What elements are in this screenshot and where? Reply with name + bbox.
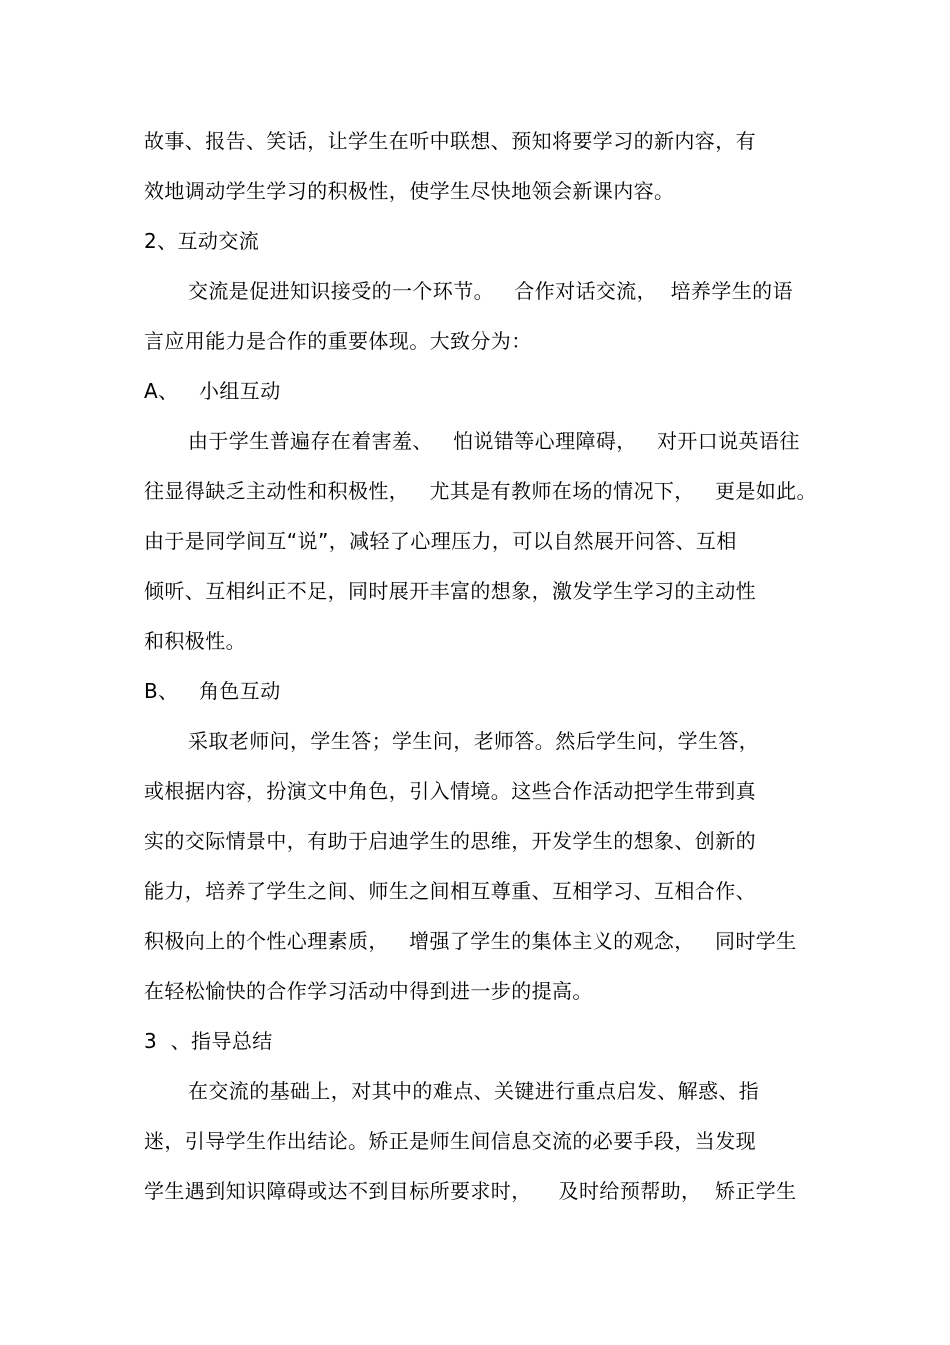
subsection-label: B、 bbox=[144, 679, 179, 703]
paragraph-line: 由于学生普遍存在着害羞、 怕说错等心理障碍， 对开口说英语往 bbox=[188, 429, 800, 453]
paragraph-line: 能力，培养了学生之间、师生之间相互尊重、互相学习、互相合作、 bbox=[144, 879, 756, 903]
paragraph-line: 效地调动学生学习的积极性，使学生尽快地领会新课内容。 bbox=[144, 179, 675, 203]
paragraph-line: 实的交际情景中，有助于启迪学生的思维，开发学生的想象、创新的 bbox=[144, 829, 756, 853]
paragraph-line: 积极向上的个性心理素质， 增强了学生的集体主义的观念， 同时学生 bbox=[144, 929, 797, 953]
paragraph-line: 言应用能力是合作的重要体现。大致分为： bbox=[144, 329, 532, 353]
paragraph-line: 在交流的基础上，对其中的难点、关键进行重点启发、解惑、指 bbox=[188, 1079, 760, 1103]
section-heading: 2、互动交流 bbox=[144, 229, 260, 253]
paragraph-line: 往显得缺乏主动性和积极性， 尤其是有教师在场的情况下， 更是如此。 bbox=[144, 479, 817, 503]
paragraph-line: 学生遇到知识障碍或达不到目标所要求时， 及时给预帮助， 矫正学生 bbox=[144, 1179, 797, 1203]
paragraph-line: 倾听、互相纠正不足，同时展开丰富的想象，激发学生学习的主动性 bbox=[144, 579, 756, 603]
paragraph-line: 迷，引导学生作出结论。矫正是师生间信息交流的必要手段，当发现 bbox=[144, 1129, 756, 1153]
paragraph-line: 交流是促进知识接受的一个环节。 合作对话交流， 培养学生的语 bbox=[188, 279, 793, 303]
paragraph-line: 故事、报告、笑话，让学生在听中联想、预知将要学习的新内容，有 bbox=[144, 129, 756, 153]
paragraph-line: 和积极性。 bbox=[144, 629, 246, 653]
paragraph-line: 由于是同学间互“说”，减轻了心理压力，可以自然展开问答、互相 bbox=[144, 529, 737, 553]
paragraph-line: 采取老师问，学生答；学生问，老师答。然后学生问，学生答， bbox=[188, 729, 760, 753]
section-heading: 3 、指导总结 bbox=[144, 1029, 273, 1053]
paragraph-line: 在轻松愉快的合作学习活动中得到进一步的提高。 bbox=[144, 979, 593, 1003]
subsection-heading: 角色互动 bbox=[199, 679, 281, 703]
subsection-label: A、 bbox=[144, 379, 179, 403]
subsection-heading: 小组互动 bbox=[199, 379, 281, 403]
paragraph-line: 或根据内容，扮演文中角色，引入情境。这些合作活动把学生带到真 bbox=[144, 779, 756, 803]
